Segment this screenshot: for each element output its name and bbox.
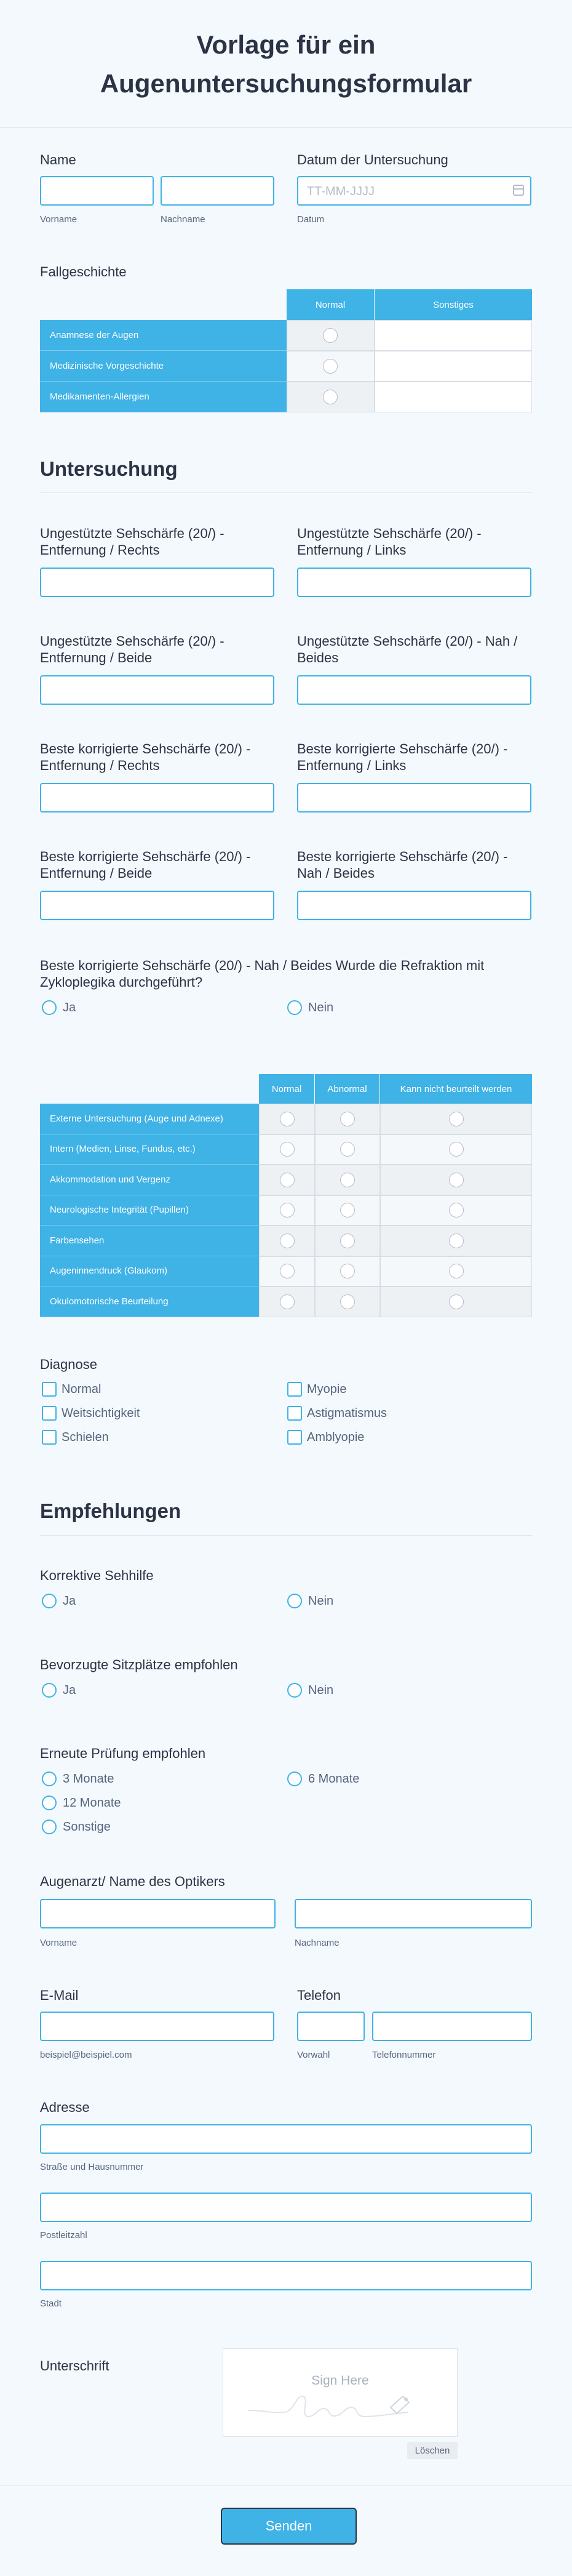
recommend-section-title: Empfehlungen [40,1499,181,1522]
exam-radio[interactable] [449,1234,464,1248]
exam-radio[interactable] [449,1203,464,1218]
corrective-no-radio[interactable] [287,1594,302,1608]
date-input[interactable] [297,176,531,206]
diagnosis-option: Normal [62,1382,101,1396]
acuity-label: Beste korrigierte Sehschärfe (20/) - Nah / Beides [297,849,508,881]
phone-number-input[interactable] [372,2012,532,2041]
exam-radio[interactable] [340,1112,355,1126]
history-radio[interactable] [323,328,338,343]
reexam-radio[interactable] [42,1796,57,1810]
phone-area-input[interactable] [297,2012,365,2041]
reexam-radio[interactable] [42,1820,57,1834]
seating-no-radio[interactable] [287,1683,302,1698]
seating-no-label: Nein [308,1683,334,1697]
exam-radio[interactable] [449,1112,464,1126]
corrective-yes-radio[interactable] [42,1594,57,1608]
section-divider [40,492,532,493]
exam-row-label: Intern (Medien, Linse, Fundus, etc.) [40,1134,259,1165]
history-radio[interactable] [323,359,338,374]
exam-row-label: Farbensehen [40,1226,259,1256]
history-radio[interactable] [323,390,338,404]
diagnosis-option: Myopie [307,1382,347,1396]
exam-radio[interactable] [280,1173,295,1187]
exam-radio[interactable] [340,1294,355,1309]
acuity-label: Ungestützte Sehschärfe (20/) - Entfernung / Rechts [40,526,224,558]
submit-button[interactable]: Senden [221,2508,357,2545]
optician-last-sublabel: Nachname [295,1938,340,1948]
diagnosis-checkbox[interactable] [287,1382,302,1397]
exam-radio[interactable] [280,1264,295,1278]
acuity-label: Ungestützte Sehschärfe (20/) - Entfernung / Beide [40,633,224,665]
acuity-input[interactable] [297,783,531,813]
history-label: Fallgeschichte [40,264,127,279]
history-row: Anamnese der Augen [40,320,287,351]
footer-divider [0,2485,572,2486]
refraction-yes-radio[interactable] [42,1000,57,1015]
form-title: Vorlage für ein Augenuntersuchungsformular [100,30,472,98]
email-input[interactable] [40,2012,274,2041]
optician-first-input[interactable] [40,1899,276,1928]
acuity-label: Beste korrigierte Sehschärfe (20/) - Entfernung / Beide [40,849,251,881]
history-row: Medizinische Vorgeschichte [40,351,287,382]
exam-radio[interactable] [280,1112,295,1126]
refraction-yes-label: Ja [63,1001,76,1014]
refraction-label: Beste korrigierte Sehschärfe (20/) - Nah / Beides Wurde die Refraktion mit Zykloplegika durchgeführt? [40,958,485,990]
form-header [0,0,572,128]
exam-radio[interactable] [340,1234,355,1248]
exam-radio[interactable] [280,1203,295,1218]
diagnosis-checkbox[interactable] [42,1406,57,1421]
acuity-input[interactable] [297,891,531,920]
history-text-input[interactable] [375,320,532,351]
acuity-input[interactable] [40,891,274,920]
diagnosis-checkbox[interactable] [287,1406,302,1421]
acuity-input[interactable] [40,675,274,705]
signature-pad[interactable] [223,2348,458,2437]
acuity-label: Ungestützte Sehschärfe (20/) - Entfernung / Links [297,526,482,558]
exam-radio[interactable] [340,1173,355,1187]
exam-row-label: Akkommodation und Vergenz [40,1165,259,1195]
diagnosis-checkbox[interactable] [42,1382,57,1397]
exam-radio[interactable] [449,1142,464,1157]
exam-row-label: Augeninnendruck (Glaukom) [40,1256,259,1287]
date-label: Datum der Untersuchung [297,152,448,167]
history-row: Medikamenten-Allergien [40,382,287,412]
acuity-input[interactable] [297,568,531,597]
phone-number-sublabel: Telefonnummer [372,2050,436,2060]
phone-label: Telefon [297,1988,341,2003]
acuity-input[interactable] [40,568,274,597]
corrective-no-label: Nein [308,1594,334,1608]
signature-scribble-icon [248,2383,432,2426]
city-sublabel: Stadt [40,2298,62,2309]
corrective-label: Korrektive Sehhilfe [40,1568,154,1583]
diagnosis-option: Weitsichtigkeit [62,1406,140,1420]
exam-col-abnormal: Abnormal [315,1074,379,1104]
last-name-input[interactable] [161,176,274,206]
optician-last-input[interactable] [295,1899,532,1928]
last-name-sublabel: Nachname [161,214,205,225]
history-col-other: Sonstiges [375,289,532,320]
phone-area-sublabel: Vorwahl [297,2050,330,2060]
clear-signature-button[interactable]: Löschen [407,2442,458,2459]
diagnosis-checkbox[interactable] [287,1430,302,1445]
diagnosis-option: Amblyopie [307,1430,365,1444]
refraction-no-radio[interactable] [287,1000,302,1015]
exam-radio[interactable] [280,1142,295,1157]
history-col-normal: Normal [287,289,374,320]
diagnosis-checkbox[interactable] [42,1430,57,1445]
history-text-input[interactable] [375,382,532,412]
acuity-input[interactable] [40,783,274,813]
exam-row-label: Externe Untersuchung (Auge und Adnexe) [40,1104,259,1134]
exam-radio[interactable] [449,1264,464,1278]
diagnosis-option: Schielen [62,1430,109,1444]
exam-radio[interactable] [449,1294,464,1309]
optician-first-sublabel: Vorname [40,1938,77,1948]
diagnosis-option: Astigmatismus [307,1406,387,1420]
acuity-input[interactable] [297,675,531,705]
exam-section-title: Untersuchung [40,457,178,480]
refraction-no-label: Nein [308,1001,334,1014]
name-label: Name [40,152,76,167]
signature-label: Unterschrift [40,2358,109,2373]
exam-radio[interactable] [280,1294,295,1309]
signature-placeholder: Sign Here [311,2373,369,2388]
street-sublabel: Straße und Hausnummer [40,2162,144,2172]
address-label: Adresse [40,2100,90,2115]
exam-row-label: Neurologische Integrität (Pupillen) [40,1195,259,1226]
email-sublabel: beispiel@beispiel.com [40,2050,132,2060]
seating-yes-radio[interactable] [42,1683,57,1698]
exam-radio[interactable] [449,1173,464,1187]
street-input[interactable] [40,2124,532,2154]
acuity-label: Beste korrigierte Sehschärfe (20/) - Entfernung / Links [297,741,508,773]
first-name-sublabel: Vorname [40,214,77,225]
exam-row-label: Okulomotorische Beurteilung [40,1286,259,1317]
corrective-yes-label: Ja [63,1594,76,1608]
acuity-label: Ungestützte Sehschärfe (20/) - Nah / Beides [297,633,518,665]
city-input[interactable] [40,2261,532,2290]
zip-input[interactable] [40,2193,532,2222]
exam-col-normal: Normal [259,1074,314,1104]
reexam-label: Erneute Prüfung empfohlen [40,1746,206,1761]
zip-sublabel: Postleitzahl [40,2230,87,2241]
optician-label: Augenarzt/ Name des Optikers [40,1874,225,1889]
reexam-radio[interactable] [287,1772,302,1786]
reexam-option: 6 Monate [308,1772,360,1786]
calendar-icon[interactable] [513,185,524,196]
diagnosis-label: Diagnose [40,1357,97,1372]
reexam-radio[interactable] [42,1772,57,1786]
section-divider [40,1535,532,1536]
exam-col-undetermined: Kann nicht beurteilt werden [380,1074,532,1104]
date-placeholder: TT-MM-JJJJ [307,185,375,198]
acuity-label: Beste korrigierte Sehschärfe (20/) - Entfernung / Rechts [40,741,251,773]
seating-yes-label: Ja [63,1683,76,1697]
exam-radio[interactable] [280,1234,295,1248]
seating-label: Bevorzugte Sitzplätze empfohlen [40,1657,238,1672]
first-name-input[interactable] [40,176,154,206]
reexam-option: 12 Monate [63,1796,121,1810]
reexam-option: 3 Monate [63,1772,114,1786]
date-sublabel: Datum [297,214,325,225]
email-label: E-Mail [40,1988,79,2003]
history-text-input[interactable] [375,351,532,382]
reexam-option: Sonstige [63,1820,111,1834]
